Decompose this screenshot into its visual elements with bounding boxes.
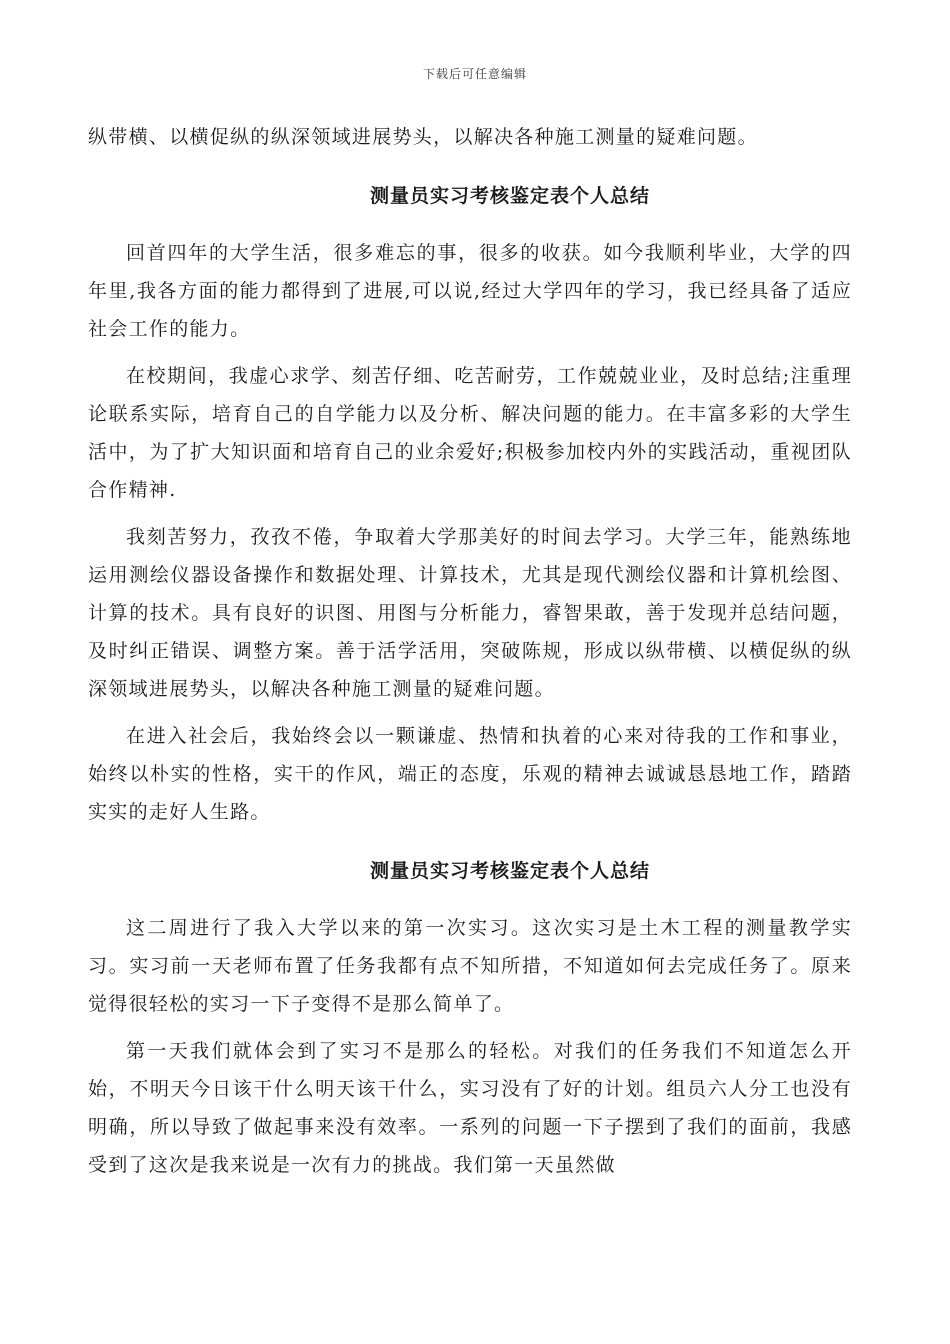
paragraph-1: 回首四年的大学生活，很多难忘的事，很多的收获。如今我顺利毕业，大学的四年里,我各方面的能力都得到了进展,可以说,经过大学四年的学习，我已经具备了适应社会工作的能力。 [88,242,852,340]
page-header: 下载后可任意编辑 [422,67,527,81]
paragraph-6: 第一天我们就体会到了实习不是那么的轻松。对我们的任务我们不知道怎么开始，不明天今日该干什么明天该干什么，实习没有了好的计划。组员六人分工也没有明确，所以导致了做起事来没有效率。一系列的问题一下子摆到了我们的面前，我感受到了这次是我来说是一次有力的挑战。我们第一天虽然做 [88,1040,852,1176]
paragraph-4: 在进入社会后，我始终会以一颗谦虚、热情和执着的心来对待我的工作和事业，始终以朴实的性格，实干的作风，端正的态度，乐观的精神去诚诚恳恳地工作，踏踏实实的走好人生路。 [88,725,852,823]
section-heading-1: 测量员实习考核鉴定表个人总结 [369,185,650,207]
paragraph-3: 我刻苦努力，孜孜不倦，争取着大学那美好的时间去学习。大学三年，能熟练地运用测绘仪器设备操作和数据处理、计算技术，尤其是现代测绘仪器和计算机绘图、计算的技术。具有良好的识图、用图与分析能力，睿智果敢，善于发现并总结问题，及时纠正错误、调整方案。善于活学活用，突破陈规，形成以纵带横、以横促纵的纵深领域进展势头，以解决各种施工测量的疑难问题。 [88,526,852,700]
paragraph-2: 在校期间，我虚心求学、刻苦仔细、吃苦耐劳，工作兢兢业业，及时总结;注重理论联系实际，培育自己的自学能力以及分析、解决问题的能力。在丰富多彩的大学生活中，为了扩大知识面和培育自己的业余爱好;积极参加校内外的实践活动，重视团队合作精神. [88,365,852,501]
paragraph-5: 这二周进行了我入大学以来的第一次实习。这次实习是土木工程的测量教学实习。实习前一天老师布置了任务我都有点不知所措，不知道如何去完成任务了。原来觉得很轻松的实习一下子变得不是那么简单了。 [88,917,852,1015]
section-heading-2: 测量员实习考核鉴定表个人总结 [369,860,650,882]
document-body [88,118,852,1184]
paragraph-continued: 纵带横、以横促纵的纵深领域进展势头，以解决各种施工测量的疑难问题。 [88,126,758,148]
